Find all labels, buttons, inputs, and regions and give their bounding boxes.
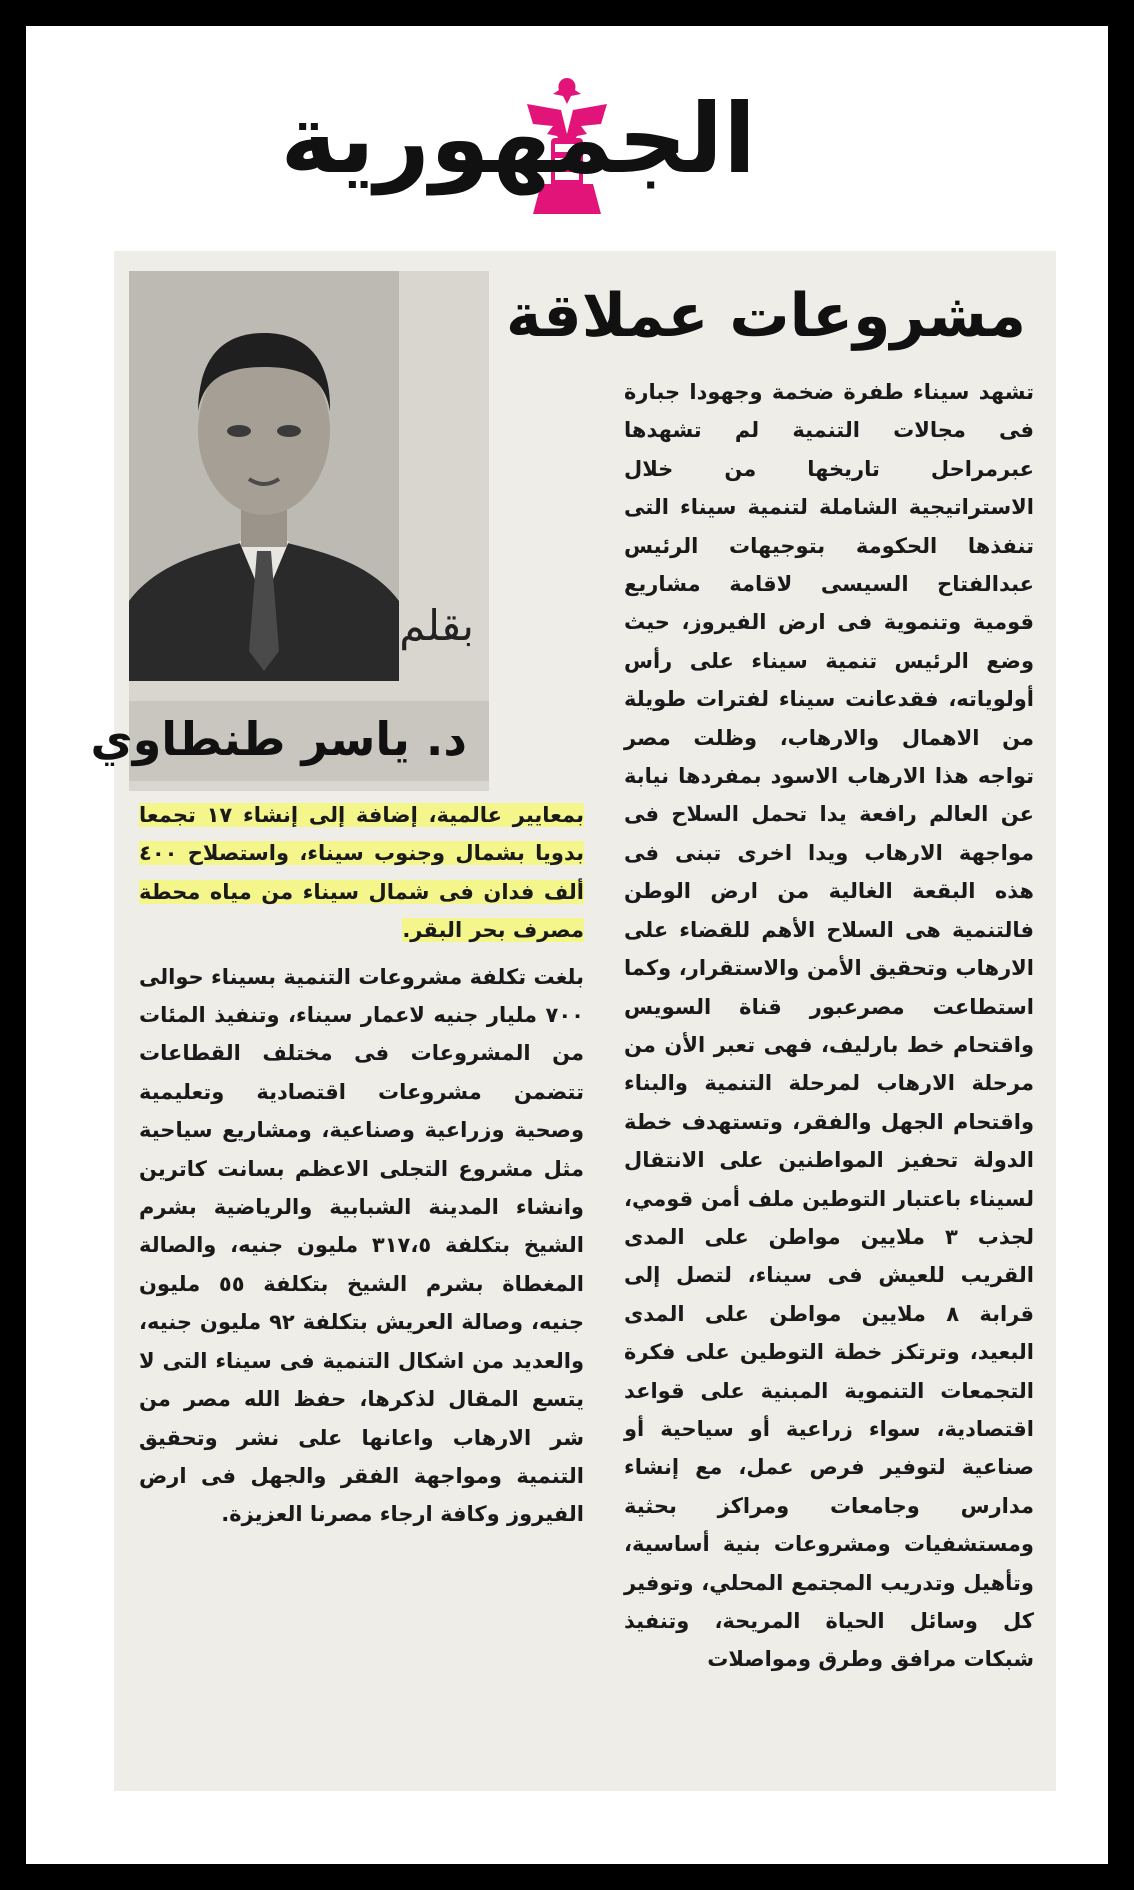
byline-label: بقلم [399, 601, 474, 650]
article-headline: مشروعات عملاقة [506, 281, 1026, 351]
article-paragraph: بلغت تكلفة مشروعات التنمية بسيناء حوالى ٧٠٠ مليار جنيه لاعمار سيناء، وتنفيذ المئات من المشروعات فى مختلف القطاعات تتضمن مشروعات اقتصادية وتعليمية وصحية وزراعية وصناعية، ومشاريع سياحية مثل مشروع التجلى الاعظم بسانت كاترين وانشاء المدينة الشبابية والرياضية بشرم الشيخ بتكلفة ٣١٧،٥ مليون جنيه، والصالة المغطاة بشرم الشيخ بتكلفة ٥٥ مليون جنيه، وصالة العريش بتكلفة ٩٢ مليون جنيه، والعديد من اشكال التنمية فى سيناء التى لا يتسع المقال لذكرها، حفظ الله مصر من شر الارهاب واعانها على نشر وتحقيق التنمية ومواجهة الفقر والجهل فى ارض الفيروز وكافة ارجاء مصرنا العزيزة. [139, 964, 584, 1527]
article-column-right: تشهد سيناء طفرة ضخمة وجهودا جبارة فى مجالات التنمية لم تشهدها عبرمراحل تاريخها من خلال الاستراتيجية الشاملة لتنمية سيناء التى تنفذها الحكومة بتوجيهات الرئيس عبدالفتاح السيسى لاقامة مشاريع قومية وتنموية فى ارض الفيروز، حيث وضع الرئيس تنمية سيناء على رأس أولوياته، فقدعانت سيناء لفترات طويلة من الاهمال والارهاب، وظلت مصر تواجه هذا الارهاب الاسود بمفردها نيابة عن العالم رافعة يدا تحمل السلاح فى مواجهة الارهاب ويدا اخرى تبنى فى هذه البقعة الغالية من ارض الوطن فالتنمية هى السلاح الأهم للقضاء على الارهاب وتحقيق الأمن والاستقرار، وكما استطاعت مصرعبور قناة السويس واقتحام خط بارليف، فهى تعبر الأن من مرحلة الارهاب لمرحلة التنمية والبناء واقتحام الجهل والفقر، وتستهدف خطة الدولة تحفيز المواطنين على الانتقال لسيناء باعتبار التوطين ملف أمن قومي، لجذب ٣ ملايين مواطن على المدى القريب للعيش فى سيناء، لتصل إلى قرابة ٨ ملايين مواطن على المدى البعيد، وترتكز خطة التوطين على فكرة التجمعات التنموية المبنية على قواعد اقتصادية، سواء زراعية أو سياحية أو صناعية لتوفير فرص عمل، مع إنشاء مدارس وجامعات ومراكز بحثية ومستشفيات ومشروعات بنية أساسية، وتأهيل وتدريب المجتمع المحلي، وتوفير كل وسائل الحياة المريحة، وتنفيذ شبكات مرافق وطرق ومواصلات [624, 380, 1034, 1672]
article-column-left [139, 796, 584, 1534]
author-box [90, 271, 489, 791]
article-clipping [90, 251, 1056, 1791]
masthead [280, 66, 766, 226]
newspaper-page [23, 23, 1111, 1867]
author-name-bar [90, 701, 489, 781]
masthead-title: الجمهورية [280, 83, 756, 195]
author-photo [129, 271, 399, 681]
highlighted-passage: بمعايير عالمية، إضافة إلى إنشاء ١٧ تجمعا بدويا بشمال وجنوب سيناء، واستصلاح ٤٠٠ ألف فدان فى شمال سيناء من مياه محطة مصرف بحر البقر. [139, 803, 584, 943]
author-name: د. ياسر طنطاوي [90, 712, 467, 766]
